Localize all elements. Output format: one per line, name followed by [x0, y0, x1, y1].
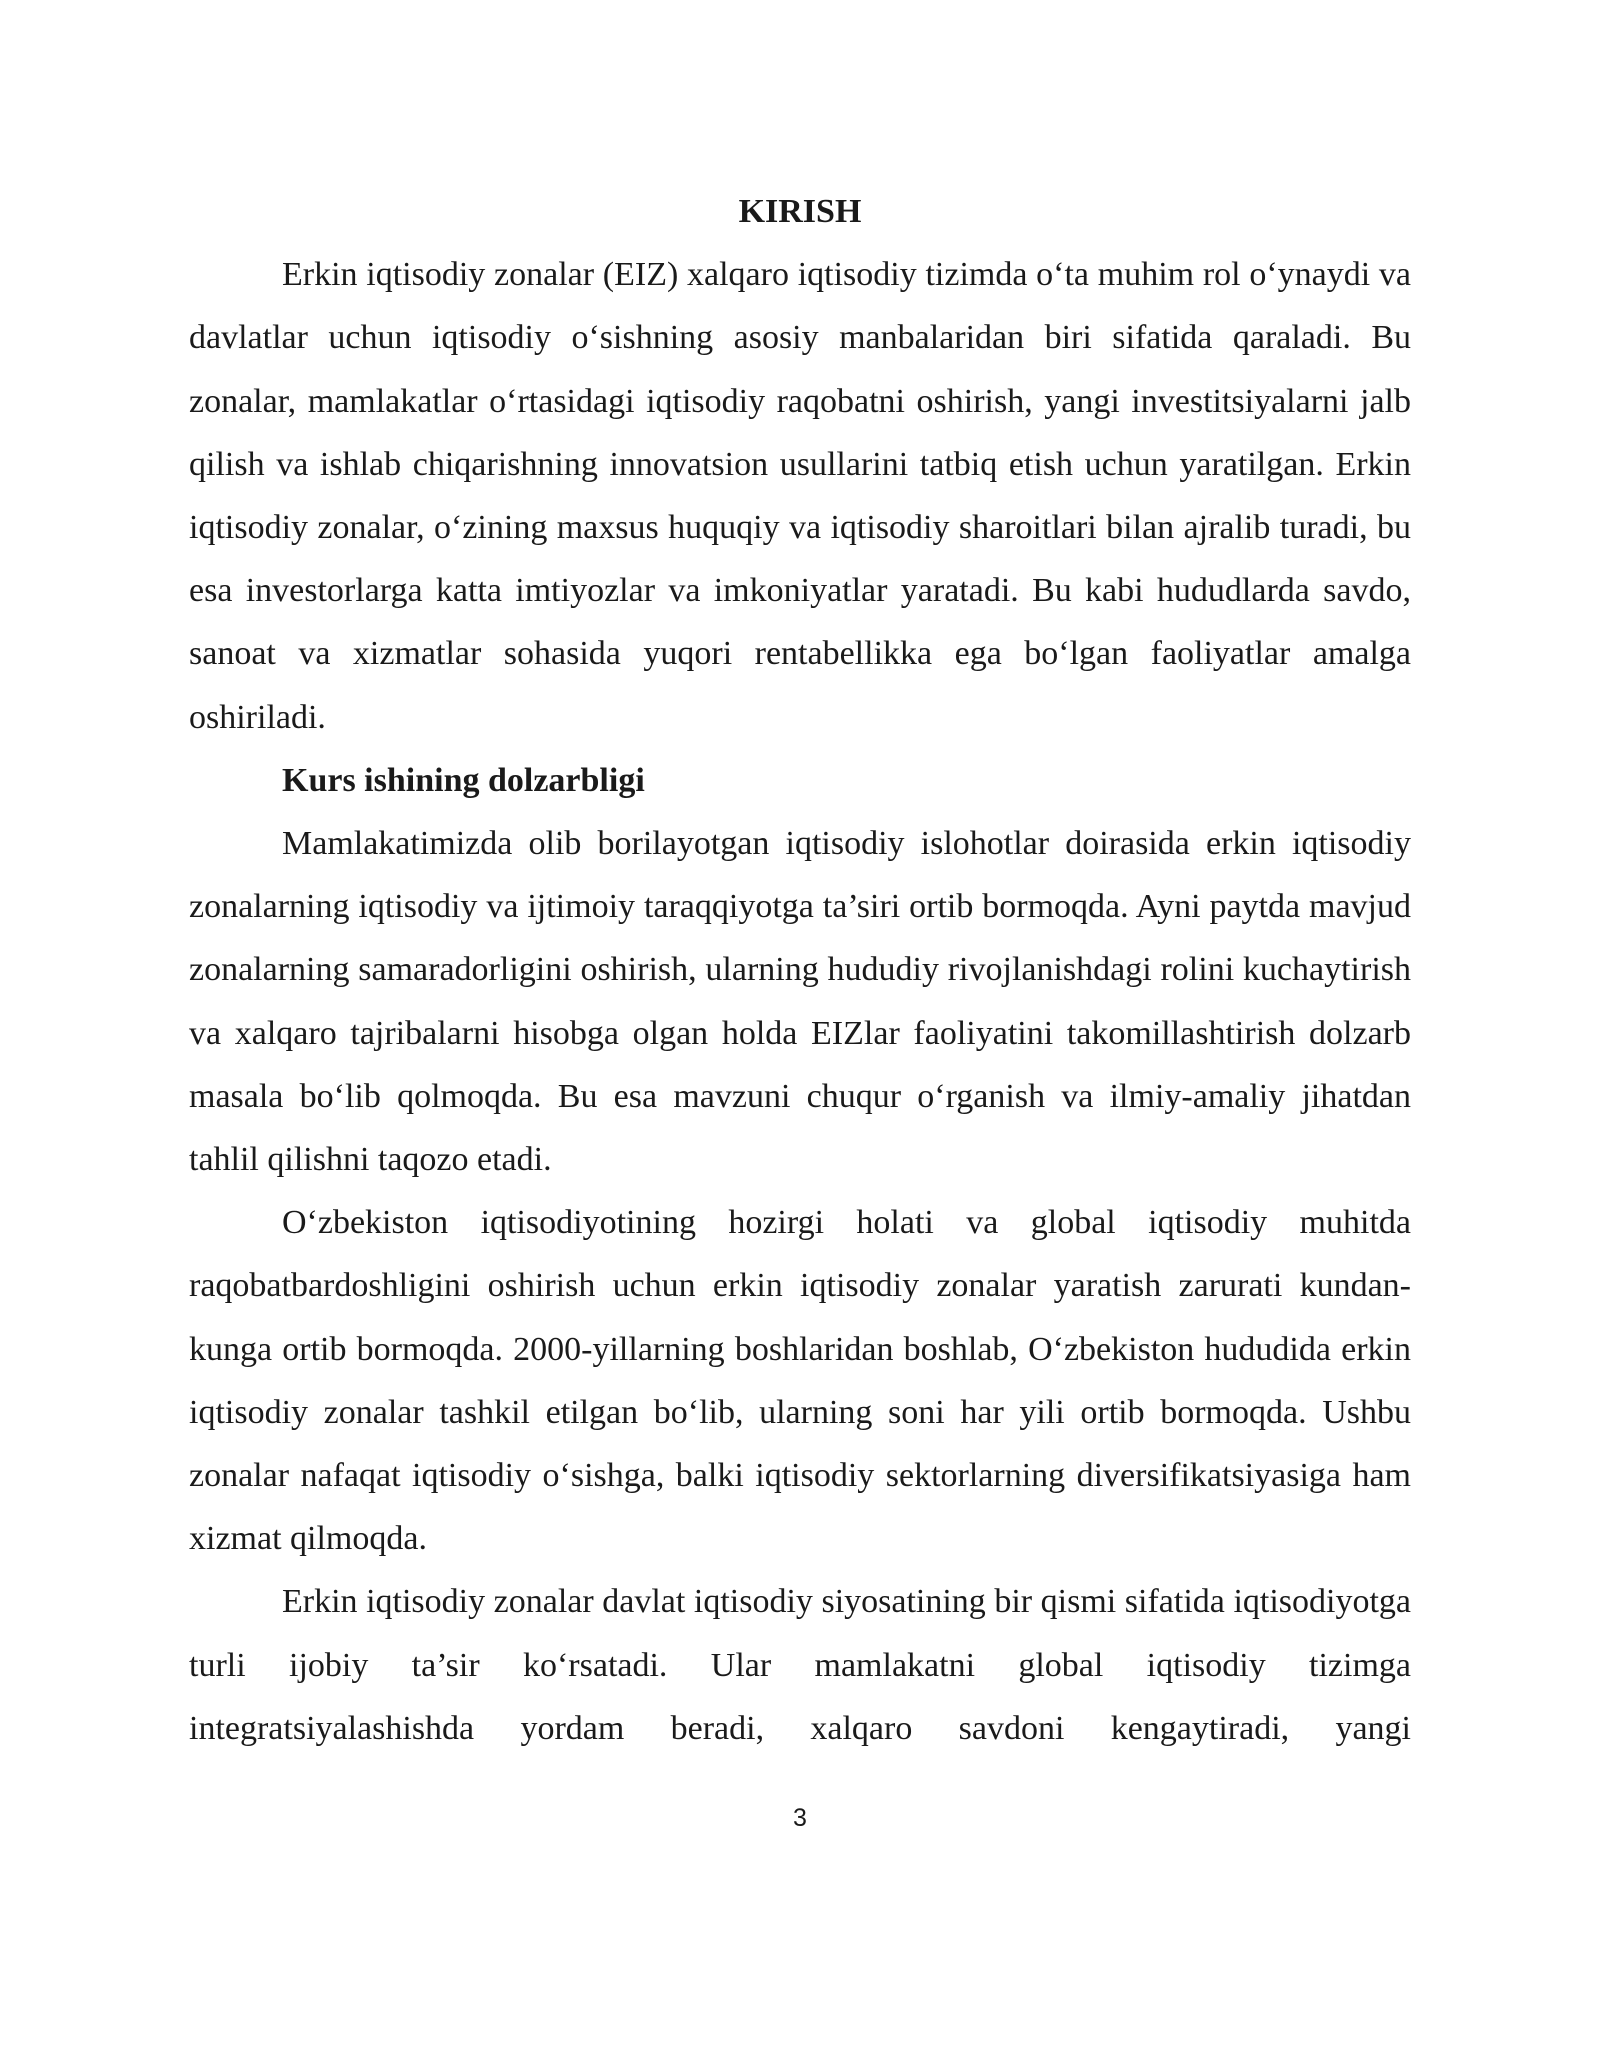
subsection-heading: Kurs ishining dolzarbligi: [282, 761, 645, 799]
policy-paragraph: Erkin iqtisodiy zonalar davlat iqtisodiy siyosatining bir qismi sifatida iqtisodiyotga turli ijobiy ta’sir ko‘rsatadi. Ular mamlakatni global iqtisodiy tizimga integratsiyalashishda yordam beradi, xalqaro savdoni kengaytiradi, yangi: [189, 1583, 1411, 1747]
page-number: 3: [793, 1804, 807, 1832]
page-content: [189, 180, 1411, 1760]
intro-paragraph: Erkin iqtisodiy zonalar (EIZ) xalqaro iqtisodiy tizimda o‘ta muhim rol o‘ynaydi va davlatlar uchun iqtisodiy o‘sishning asosiy manbalaridan biri sifatida qaraladi. Bu zonalar, mamlakatlar o‘rtasidagi iqtisodiy raqobatni oshirish, yangi investitsiyalarni jalb qilish va ishlab chiqarishning innovatsion usullarini tatbiq etish uchun yaratilgan. Erkin iqtisodiy zonalar, o‘zining maxsus huquqiy va iqtisodiy sharoitlari bilan ajralib turadi, bu esa investorlarga katta imtiyozlar va imkoniyatlar yaratadi. Bu kabi hududlarda savdo, sanoat va xizmatlar sohasida yuqori rentabellikka ega bo‘lgan faoliyatlar amalga oshiriladi.: [189, 256, 1411, 736]
section-title: KIRISH: [738, 193, 862, 230]
relevance-paragraph: Mamlakatimizda olib borilayotgan iqtisodiy islohotlar doirasida erkin iqtisodiy zonalarning iqtisodiy va ijtimoiy taraqqiyotga ta’siri ortib bormoqda. Ayni paytda mavjud zonalarning samaradorligini oshirish, ularning hududiy rivojlanishdagi rolini kuchaytirish va xalqaro tajribalarni hisobga olgan holda EIZlar faoliyatini takomillashtirish dolzarb masala bo‘lib qolmoqda. Bu esa mavzuni chuqur o‘rganish va ilmiy-amaliy jihatdan tahlil qilishni taqozo etadi.: [189, 825, 1411, 1179]
uzbekistan-paragraph: O‘zbekiston iqtisodiyotining hozirgi holati va global iqtisodiy muhitda raqobatbardoshligini oshirish uchun erkin iqtisodiy zonalar yaratish zarurati kundan-kunga ortib bormoqda. 2000-yillarning boshlaridan boshlab, O‘zbekiston hududida erkin iqtisodiy zonalar tashkil etilgan bo‘lib, ularning soni har yili ortib bormoqda. Ushbu zonalar nafaqat iqtisodiy o‘sishga, balki iqtisodiy sektorlarning diversifikatsiyasiga ham xizmat qilmoqda.: [189, 1204, 1411, 1558]
